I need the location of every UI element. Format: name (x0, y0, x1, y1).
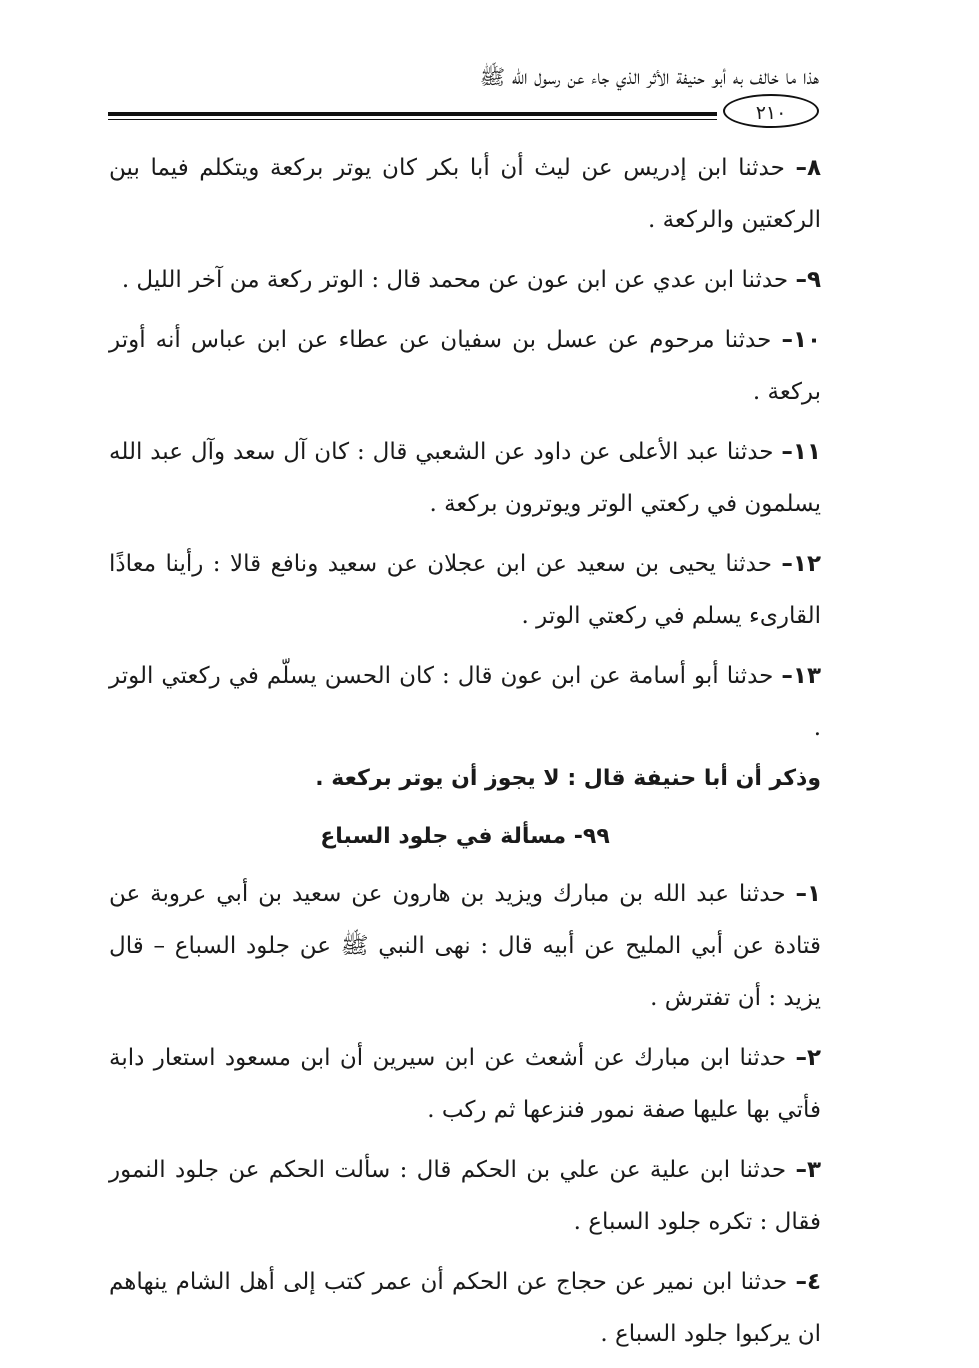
hadith-paragraph (109, 254, 821, 306)
hadith-paragraph (109, 538, 821, 642)
hadith-text: حدثنا عبد الأعلى عن داود عن الشعبي قال : كان آل سعد وآل عبد الله يسلمون في ركعتي الوتر ويوترون بركعة . (109, 439, 821, 517)
hadith-number: ١٠– (781, 327, 822, 353)
hadith-text: حدثنا يحيى بن سعيد عن ابن عجلان عن سعيد ونافع قالا : رأينا معاذًا القارىء يسلم في ركعتي الوتر . (109, 551, 821, 629)
hadith-paragraph (109, 1032, 821, 1136)
hadith-text: حدثنا عبد الله بن مبارك ويزيد بن هارون عن سعيد بن أبي عروبة عن قتادة عن أبي المليح عن أبيه قال : نهى النبي ﷺ عن جلود السباع – قال يزيد : أن تفترش . (109, 881, 821, 1011)
hadith-paragraph (109, 142, 821, 246)
hadith-paragraph (109, 868, 821, 1024)
hadith-number: ٨– (795, 155, 821, 181)
hadith-number: ٤– (795, 1269, 821, 1295)
hadith-number: ٣– (795, 1157, 821, 1183)
hadith-number: ٩– (795, 267, 821, 293)
hadith-text: حدثنا ابن عدي عن ابن عون عن محمد قال : الوتر ركعة من آخر الليل . (121, 267, 789, 293)
hadith-paragraph (109, 650, 821, 754)
hadith-text: حدثنا مرحوم عن عسل بن سفيان عن عطاء عن ابن عباس أنه أوتر بركعة . (109, 327, 821, 405)
hadith-paragraph (109, 1144, 821, 1248)
running-head: هذا ما خالف به أبو حنيفة الأثر الذي جاء عن رسول الله ﷺ (479, 65, 819, 89)
body-text (109, 142, 821, 1368)
hadith-number: ٢– (795, 1045, 821, 1071)
header-rule-thin (108, 119, 717, 120)
hadith-text: حدثنا ابن علية عن علي بن الحكم قال : سألت الحكم عن جلود النمور فقال : تكره جلود السباع . (109, 1157, 821, 1235)
hadith-paragraph (109, 1256, 821, 1360)
hadith-number: ١– (795, 881, 821, 907)
hadith-text: حدثنا أبو أسامة عن ابن عون قال : كان الحسن يسلّم في ركعتي الوتر . (109, 663, 821, 741)
hadith-text: حدثنا ابن مبارك عن أشعث عن ابن سيرين أن ابن مسعود استعار دابة فأتي بها عليها صفة نمور فنزعها ثم ركب . (109, 1045, 821, 1123)
hadith-paragraph (109, 426, 821, 530)
header-rule (108, 112, 717, 116)
section-heading: ٩٩- مسألة في جلود السباع (320, 824, 610, 849)
hadith-number: ١٢– (781, 551, 821, 577)
hadith-number: ١١– (781, 439, 821, 465)
ruling-statement: وذكر أن أبا حنيفة قال : لا يجوز أن يوتر بركعة . (315, 766, 821, 791)
hadith-number: ١٣– (781, 663, 821, 689)
hadith-text: حدثنا ابن إدريس عن ليث أن أبا بكر كان يوتر بركعة ويتكلم فيما بين الركعتين والركعة . (109, 155, 821, 233)
hadith-text: حدثنا ابن نمير عن حجاج عن الحكم أن عمر كتب إلى أهل الشام ينهاهم ان يركبوا جلود السباع . (109, 1269, 821, 1347)
hadith-paragraph (109, 314, 821, 418)
page-number: ٢١٠ (723, 94, 819, 128)
